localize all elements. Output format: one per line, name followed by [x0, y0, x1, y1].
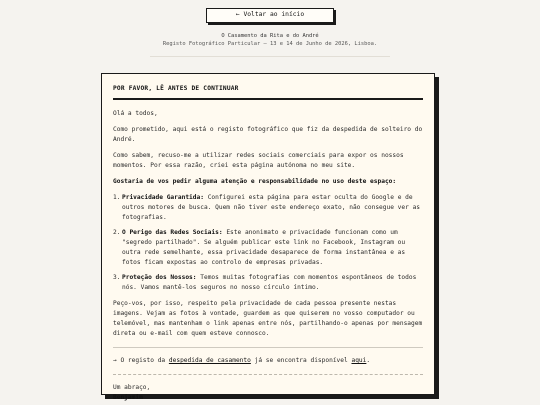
rules-list [113, 193, 423, 293]
list-item-number: 1. [113, 194, 121, 201]
section-divider [113, 347, 423, 348]
list-item [113, 193, 423, 223]
list-item-number: 3. [113, 274, 121, 281]
list-item-text: Este anonimato e privacidade funcionam como um "segredo partilhado". Se alguém publicar este link no Facebook, Instagram ou outra rede semelhante, essa privacidade desaparece de forma instantânea e as fotos ficam expostas ao controlo de empresas privadas. [122, 229, 406, 266]
list-item-title: Privacidade Garantida: [122, 194, 204, 201]
record-availability [113, 356, 423, 366]
page-subtitle: Registo Fotográfico Particular — 13 e 14 de Junho de 2026, Lisboa. [162, 41, 378, 47]
record-middle: já se encontra disponível [254, 357, 348, 364]
notice-card [101, 73, 435, 401]
greeting: Olá a todos, [113, 110, 158, 117]
page-title: O Casamento da Rita e do André [221, 33, 319, 39]
intro-paragraph: Como prometido, aqui está o registo fotográfico que fiz da despedida de solteiro do André. [113, 126, 423, 143]
record-prefix: → O registo da [113, 357, 166, 364]
signature-divider [113, 374, 423, 375]
notice-heading: POR FAVOR, LÊ ANTES DE CONTINUAR [113, 84, 423, 100]
list-item [113, 228, 423, 268]
signature: Benjamim [113, 394, 143, 401]
list-item-text: Temos muitas fotografias com momentos espontâneos de todos nós. Vamos mantê-los seguros no nosso círculo íntimo. [122, 274, 417, 291]
request-heading: Gostaria de vos pedir alguma atenção e responsabilidade no uso deste espaço: [113, 178, 397, 185]
list-item-title: O Perigo das Redes Sociais: [122, 229, 223, 236]
list-item-text: Configurei esta página para estar oculta do Google e de outros motores de busca. Quem não tiver este endereço exato, não consegue ver as fotografias. [122, 194, 421, 221]
wedding-farewell-link[interactable]: despedida de casamento [168, 357, 251, 364]
signoff: Um abraço, [113, 384, 151, 391]
list-item-number: 2. [113, 229, 121, 236]
header-divider [150, 56, 390, 57]
back-to-home-button[interactable]: ← Voltar ao início [206, 8, 334, 23]
social-media-paragraph: Como sabem, recuso-me a utilizar redes sociais comerciais para expor os nossos momentos. Por essa razão, criei esta página autónoma no meu site. [113, 152, 404, 169]
closing-paragraph: Peço-vos, por isso, respeito pela privacidade de cada pessoa presente nestas imagens. Vejam as fotos à vontade, guardem as que quiserem no vosso computador ou telemóvel, mas mantenham o link apenas entre nós, partilhando-o apenas por mensagem direta ou e-mail com quem esteve connosco. [113, 300, 423, 337]
here-link[interactable]: aqui [351, 357, 367, 364]
list-item-title: Proteção dos Nossos: [122, 274, 197, 281]
record-suffix: . [366, 357, 371, 364]
list-item [113, 273, 423, 293]
